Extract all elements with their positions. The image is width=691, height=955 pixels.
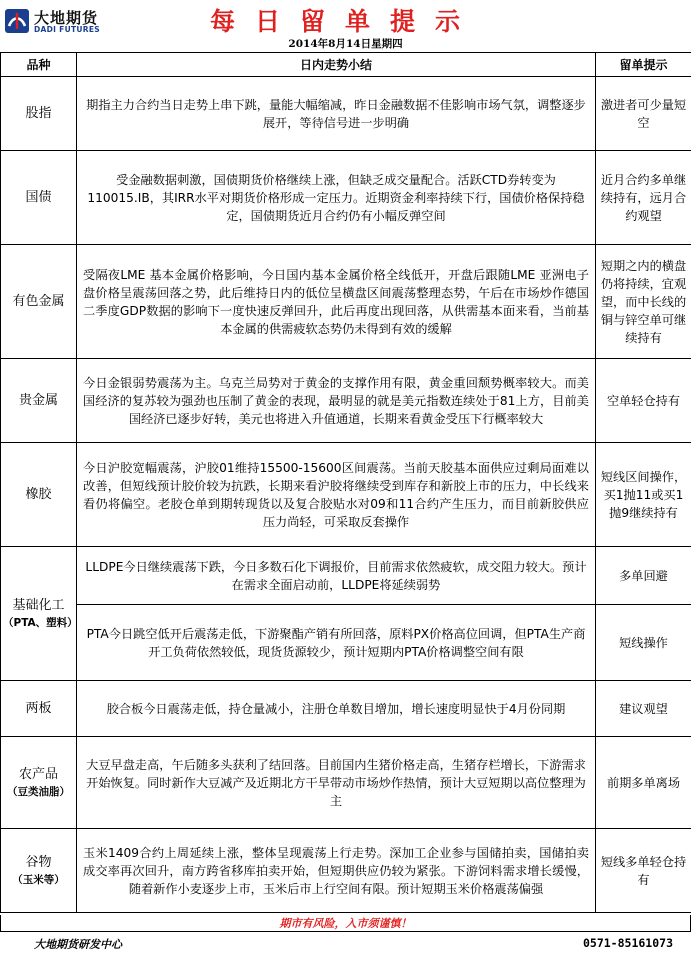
row-advice: 空单轻仓持有	[596, 359, 691, 443]
summary-table	[0, 52, 691, 913]
table-row	[1, 829, 691, 913]
row-summary: 今日沪胶宽幅震荡，沪胶01维持15500-15600区间震荡。当前天胶基本面供应过剩局面难以改善，但短线预计胶价较为抗跌，长期来看沪胶将继续受到库存和新胶上市的压力，中长线来看仍将偏空。老胶仓单到期转现货以及复合胶贴水对09和11合约产生压力，而目前新胶供应压力尚轻，可采取反套操作	[77, 443, 596, 547]
logo-cn-text: 大地期货	[34, 9, 99, 27]
table-header-row	[1, 53, 691, 77]
page-footer	[0, 932, 691, 955]
row-summary: 期指主力合约当日走势上串下跳，量能大幅缩减，昨日金融数据不佳影响市场气氛，调整逐步展开，等待信号进一步明确	[77, 77, 596, 151]
table-row	[1, 77, 691, 151]
footer-phone: 0571-85161073	[582, 936, 673, 950]
row-category	[1, 829, 77, 913]
table-row	[1, 245, 691, 359]
category-label: 谷物	[25, 855, 52, 870]
row-advice: 多单回避	[596, 547, 691, 605]
row-summary: 玉米1409合约上周延续上涨，整体呈现震荡上行走势。深加工企业参与国储拍卖，国储拍卖成交率再次回升，南方跨省移库拍卖开始，但短期供应仍较为紧张。下游饲料需求增长缓慢，随着新作小麦逐步上市，玉米后市上行空间有限。预计短期玉米价格震荡偏强	[77, 829, 596, 913]
row-category	[1, 359, 77, 443]
row-category	[1, 443, 77, 547]
row-summary: 受隔夜LME 基本金属价格影响，今日国内基本金属价格全线低开，开盘后跟随LME 亚洲电子盘价格呈震荡回落之势，此后维持日内的低位呈横盘区间震荡整理态势，午后在市场炒作德国二季度GDP数据的影响下一度快速反弹回升，此后再度出现回落，从供需基本面来看，当前基本金属的供需疲软态势仍未得到有效的缓解	[77, 245, 596, 359]
row-summary: 大豆早盘走高，午后随多头获利了结回落。目前国内生猪价格走高，生猪存栏增长，下游需求开始恢复。同时新作大豆减产及近期北方干旱带动市场炒作热情，预计大豆短期以高位整理为主	[77, 737, 596, 829]
row-category	[1, 547, 77, 681]
row-category	[1, 77, 77, 151]
row-advice: 短线区间操作，买1抛11或买1抛9继续持有	[596, 443, 691, 547]
row-summary: LLDPE今日继续震荡下跌，今日多数石化下调报价，目前需求依然疲软，成交阻力较大。预计在需求全面启动前，LLDPE将延续弱势	[77, 547, 596, 605]
row-category	[1, 737, 77, 829]
row-summary: 胶合板今日震荡走低，持仓量减小，注册仓单数目增加，增长速度明显快于4月份同期	[77, 681, 596, 737]
report-date: 2014年8月14日星期四	[288, 38, 403, 50]
row-advice: 建议观望	[596, 681, 691, 737]
row-advice: 激进者可少量短空	[596, 77, 691, 151]
footer-org: 大地期货研发中心	[34, 938, 122, 951]
row-category	[1, 151, 77, 245]
category-label: 两板	[25, 701, 52, 716]
row-summary: 受金融数据刺激，国债期货价格继续上涨，但缺乏成交量配合。活跃CTD券转变为110015.IB，其IRR水平对期货价格形成一定压力。近期资金利率持续下行，国债价格保持稳定，国债期货近月合约仍有小幅反弹空间	[77, 151, 596, 245]
header-advice: 留单提示	[596, 53, 691, 77]
header-summary: 日内走势小结	[77, 53, 596, 77]
category-label: 基础化工	[12, 598, 65, 613]
row-summary: 今日金银弱势震荡为主。乌克兰局势对于黄金的支撑作用有限，黄金重回颓势概率较大。而美国经济的复苏较为强劲也压制了黄金的表现，最明显的就是美元指数连续处于81上方，目前美国经济已逐步好转，美元也将进入升值通道，长期来看黄金受压下行概率较大	[77, 359, 596, 443]
row-advice: 近月合约多单继续持有，远月合约观望	[596, 151, 691, 245]
category-label: 农产品	[18, 767, 58, 782]
row-category	[1, 681, 77, 737]
table-row	[1, 737, 691, 829]
table-row	[1, 605, 691, 681]
table-row	[1, 443, 691, 547]
logo-en-text: DADI FUTURES	[34, 25, 100, 34]
row-advice: 短期之内的横盘仍将持续，宜观望，而中长线的铜与锌空单可继续持有	[596, 245, 691, 359]
row-advice: 前期多单离场	[596, 737, 691, 829]
header-category: 品种	[1, 53, 77, 77]
row-advice: 短线操作	[596, 605, 691, 681]
row-advice: 短线多单轻仓持有	[596, 829, 691, 913]
category-sublabel: （玉米等）	[12, 874, 65, 886]
risk-notice: 期市有风险，入市须谨慎！	[0, 915, 691, 932]
dadi-logo-icon	[4, 8, 30, 34]
row-category	[1, 245, 77, 359]
table-row	[1, 681, 691, 737]
table-row	[1, 547, 691, 605]
table-row	[1, 359, 691, 443]
company-logo	[4, 6, 124, 36]
category-label: 橡胶	[25, 487, 52, 502]
table-row	[1, 151, 691, 245]
category-label: 有色金属	[12, 294, 65, 309]
page-header	[0, 0, 691, 38]
category-label: 国债	[25, 190, 52, 205]
category-label: 贵金属	[18, 393, 58, 408]
page-title: 每日留单提示	[209, 7, 480, 36]
category-sublabel: （豆类油脂）	[7, 786, 70, 798]
category-label: 股指	[25, 106, 52, 121]
category-sublabel: （PTA、塑料）	[3, 617, 78, 629]
row-summary: PTA今日跳空低开后震荡走低，下游聚酯产销有所回落，原料PX价格高位回调，但PTA生产商开工负荷依然较低，现货货源较少，预计短期内PTA价格调整空间有限	[77, 605, 596, 681]
